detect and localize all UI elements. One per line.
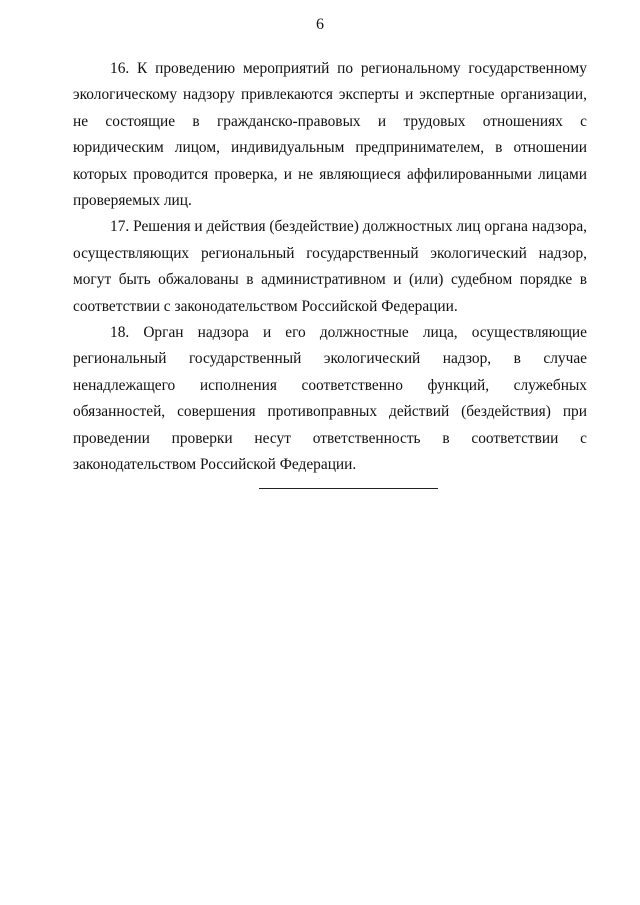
end-of-document-rule	[259, 488, 438, 489]
paragraph-16: 16. К проведению мероприятий по региональному государственному экологическому надзору привлекаются эксперты и экспертные организации, не состоящие в гражданско-правовых и трудовых отношениях с юридическим лицом, индивидуальным предпринимателем, в отношении которых проводится проверка, и не являющиеся аффилированными лицами проверяемых лиц.	[73, 60, 587, 210]
page-number: 6	[316, 16, 324, 33]
paragraph-18: 18. Орган надзора и его должностные лица, осуществляющие региональный государственный экологический надзор, в случае ненадлежащего исполнения соответственно функций, служебных обязанностей, совершения противоправных действий (бездействия) при проведении проверки несут ответственность в соответствии с законодательством Российской Федерации.	[73, 324, 587, 474]
document-body	[73, 56, 587, 479]
paragraph-17: 17. Решения и действия (бездействие) должностных лиц органа надзора, осуществляющих региональный государственный экологический надзор, могут быть обжалованы в административном и (или) судебном порядке в соответствии с законодательством Российской Федерации.	[73, 218, 587, 315]
